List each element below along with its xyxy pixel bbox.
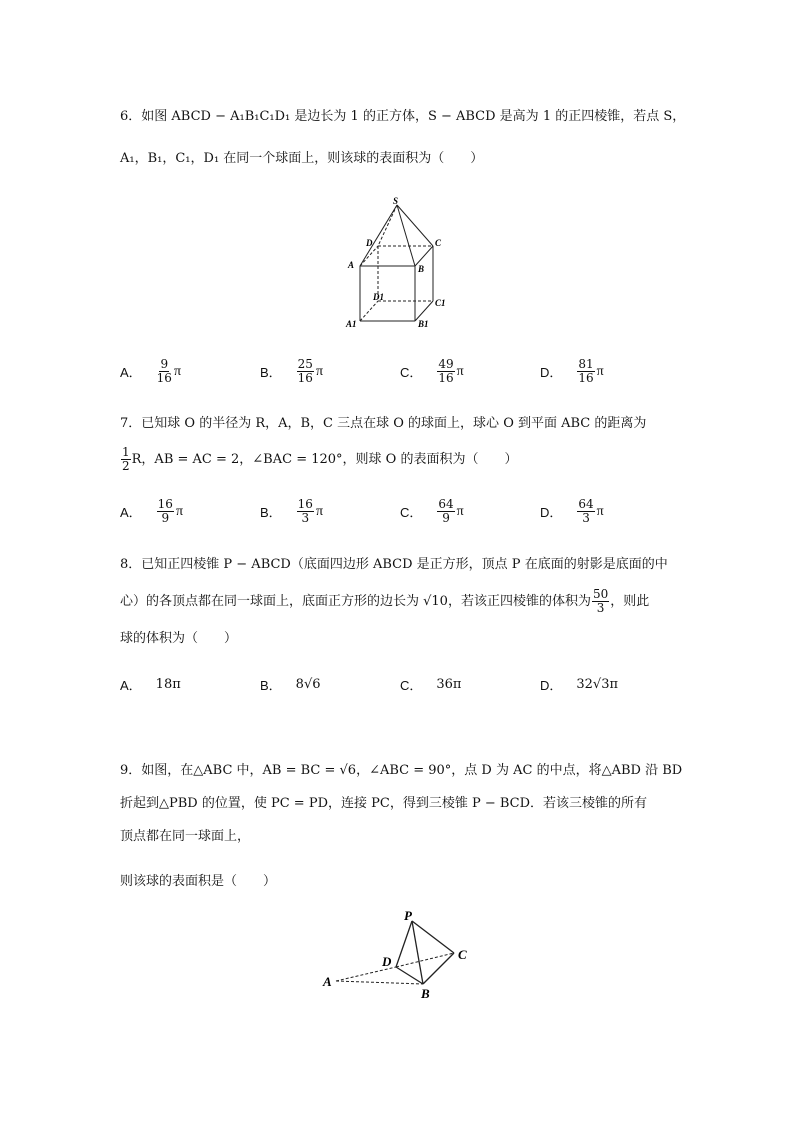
q6-option-b[interactable]: B． $\frac{25}{16}$ π xyxy=(260,357,324,385)
label-S: S xyxy=(393,196,399,206)
q9-line2: 折起到△PBD 的位置，使 PC = PD，连接 PC，得到三棱锥 P − BCD．若该三棱锥的所有 xyxy=(120,796,648,811)
q6-option-a[interactable]: A． $\frac{9}{16}$ π xyxy=(120,357,182,385)
label-A: A xyxy=(323,974,332,989)
q8-line1: 8．已知正四棱锥 P − ABCD（底面四边形 ABCD 是正方形，顶点 P 在底面的射影是底面的中 xyxy=(120,557,668,572)
label-D1: D1 xyxy=(373,292,384,302)
q8-option-a[interactable]: A． 18π xyxy=(120,677,181,693)
q9-line3: 顶点都在同一球面上， xyxy=(120,829,251,844)
q7-line2: $\frac{1}{2}$ R，AB = AC = 2，∠BAC = 120°，则球 O 的表面积为（ ） xyxy=(122,445,518,473)
label-P: P xyxy=(404,908,412,923)
q7-option-a[interactable]: A． $\frac{16}{9}$ π xyxy=(120,497,184,525)
label-C: C xyxy=(458,947,467,962)
label-C1: C1 xyxy=(435,298,446,308)
q6-line1: 6．如图 ABCD − A₁B₁C₁D₁ 是边长为 1 的正方体，S − ABCD 是高为 1 的正四棱锥，若点 S， xyxy=(120,109,686,124)
label-C: C xyxy=(435,238,442,248)
label-D: D xyxy=(382,954,392,969)
q9-tetrahedron-figure xyxy=(320,905,480,1005)
q6-cube-pyramid-figure xyxy=(340,196,450,336)
q7-option-b[interactable]: B． $\frac{16}{3}$ π xyxy=(260,497,324,525)
q8-line2: 心）的各顶点都在同一球面上，底面正方形的边长为 √10，若该正四棱锥的体积为 $\frac{50}{3}$ ，则此 xyxy=(120,587,650,615)
label-D: D xyxy=(366,238,373,248)
q6-line2: A₁，B₁，C₁，D₁ 在同一个球面上，则该球的表面积为（ ） xyxy=(120,151,484,166)
q8-option-d[interactable]: D． 32√3π xyxy=(540,677,619,693)
q8-option-b[interactable]: B． 8√6 xyxy=(260,677,321,693)
q6-option-d[interactable]: D． $\frac{81}{16}$ π xyxy=(540,357,604,385)
label-A: A xyxy=(348,260,355,270)
q9-line4: 则该球的表面积是（ ） xyxy=(120,874,277,889)
q7-option-d[interactable]: D． $\frac{64}{3}$ π xyxy=(540,497,604,525)
q8-option-c[interactable]: C． 36π xyxy=(400,677,462,693)
q9-line1: 9．如图，在△ABC 中，AB = BC = √6，∠ABC = 90°，点 D 为 AC 的中点，将△ABD 沿 BD xyxy=(120,763,683,778)
q6-option-c[interactable]: C． $\frac{49}{16}$ π xyxy=(400,357,464,385)
q7-option-c[interactable]: C． $\frac{64}{9}$ π xyxy=(400,497,464,525)
q8-line3: 球的体积为（ ） xyxy=(120,631,238,646)
label-B1: B1 xyxy=(418,319,429,329)
label-B: B xyxy=(418,264,425,274)
label-B: B xyxy=(421,986,430,1001)
q7-line1: 7．已知球 O 的半径为 R，A，B，C 三点在球 O 的球面上，球心 O 到平面 ABC 的距离为 xyxy=(120,416,647,431)
label-A1: A1 xyxy=(346,319,357,329)
